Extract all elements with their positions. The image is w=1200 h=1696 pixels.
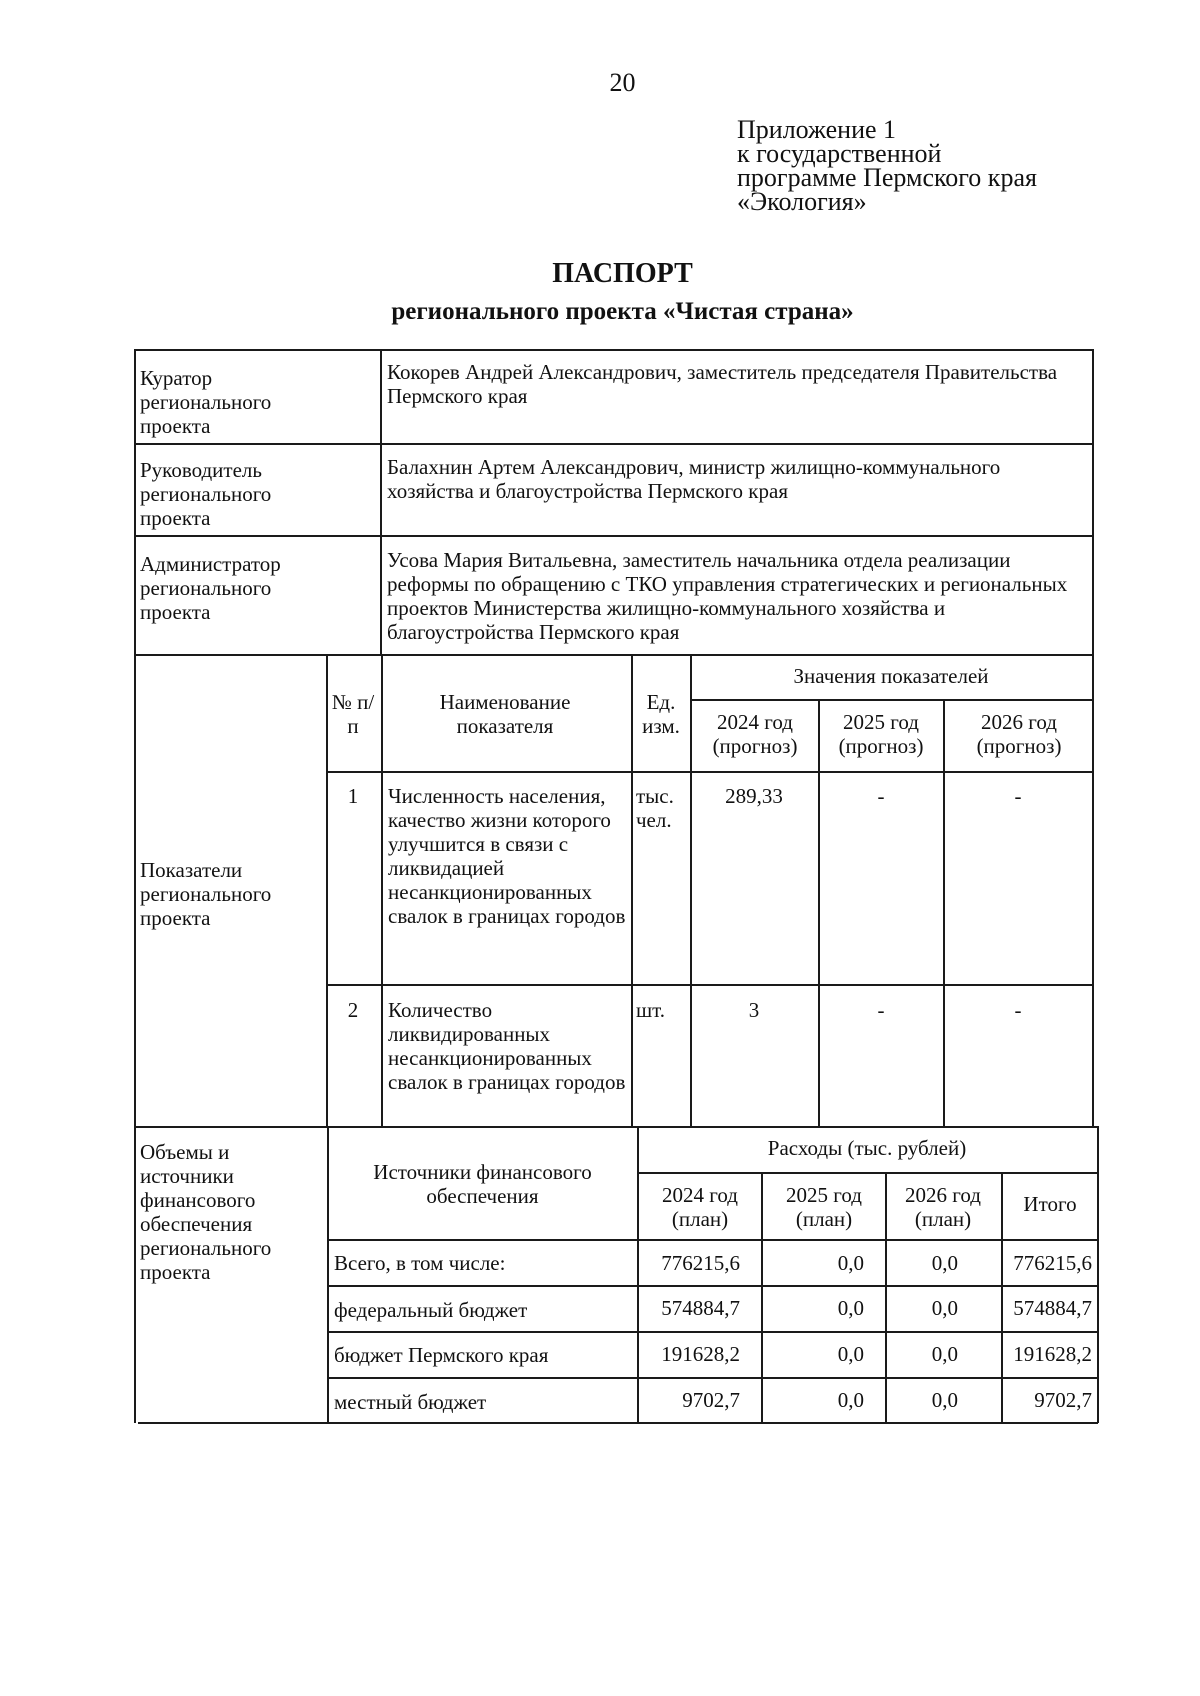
appendix-line-3: программе Пермского края — [737, 163, 1037, 192]
grid-line — [1097, 1126, 1099, 1423]
finance-label: Объемы и источники финансового обеспечения регионального проекта — [140, 1140, 272, 1284]
head-value: Балахнин Артем Александрович, министр жилищно-коммунального хозяйства и благоустройства Пермского края — [387, 455, 1001, 503]
administrator-value: Усова Мария Витальевна, заместитель начальника отдела реализации реформы по обращению с ТКО управления стратегических и региональных проектов Министерства жилищно-коммунального хозяйства и благоустройства Пермского края — [387, 548, 1068, 644]
curator-value: Кокорев Андрей Александрович, заместитель председателя Правительства Пермского края — [387, 360, 1058, 408]
grid-line — [327, 1331, 1097, 1333]
finance-value-2026: 0,0 — [931, 1388, 958, 1412]
appendix-line-1: Приложение 1 — [737, 115, 897, 144]
grid-line — [1092, 349, 1094, 1127]
indicator-value-2025: - — [877, 998, 885, 1022]
curator-label: Куратор регионального проекта — [140, 366, 272, 438]
indicator-unit: тыс. чел. — [636, 784, 674, 832]
indicator-value-2024: 289,33 — [725, 784, 783, 808]
finance-value-2024: 574884,7 — [661, 1296, 740, 1320]
indicators-header-unit: Ед. изм. — [642, 690, 680, 738]
finance-value-2026: 0,0 — [931, 1296, 958, 1320]
indicator-unit: шт. — [636, 998, 666, 1022]
finance-value-total: 191628,2 — [1013, 1342, 1092, 1366]
grid-line — [637, 1172, 1097, 1174]
indicators-header-year-2024: 2024 год (прогноз) — [712, 710, 798, 758]
finance-value-2024: 191628,2 — [661, 1342, 740, 1366]
administrator-label: Администратор регионального проекта — [140, 552, 281, 624]
head-label: Руководитель регионального проекта — [140, 458, 272, 530]
finance-header-total: Итого — [1023, 1192, 1077, 1216]
document-subtitle: регионального проекта «Чистая страна» — [391, 298, 854, 325]
finance-source: Всего, в том числе: — [334, 1251, 506, 1275]
finance-value-total: 9702,7 — [1034, 1388, 1092, 1412]
finance-value-2024: 776215,6 — [661, 1251, 740, 1275]
finance-source: федеральный бюджет — [334, 1298, 528, 1322]
finance-value-2025: 0,0 — [837, 1342, 864, 1366]
finance-value-2024: 9702,7 — [682, 1388, 740, 1412]
indicators-header-num: № п/п — [331, 690, 375, 738]
indicator-num: 1 — [347, 784, 359, 808]
indicator-value-2025: - — [877, 784, 885, 808]
page-number: 20 — [609, 68, 636, 97]
grid-line — [134, 1126, 1098, 1128]
finance-header-expenses-group: Расходы (тыс. рублей) — [767, 1136, 967, 1160]
indicators-header-name: Наименование показателя — [439, 690, 571, 738]
grid-line — [326, 984, 1092, 986]
finance-value-2025: 0,0 — [837, 1296, 864, 1320]
grid-line — [326, 654, 328, 1127]
grid-line — [818, 699, 820, 1127]
finance-value-2025: 0,0 — [837, 1251, 864, 1275]
grid-line — [326, 771, 1092, 773]
finance-header-sources: Источники финансового обеспечения — [373, 1160, 592, 1208]
grid-line — [134, 654, 1092, 656]
indicator-num: 2 — [347, 998, 359, 1022]
grid-line — [134, 443, 1092, 445]
grid-line — [943, 699, 945, 1127]
grid-line — [690, 654, 692, 1127]
appendix-line-2: к государственной — [737, 139, 942, 168]
indicator-value-2024: 3 — [748, 998, 760, 1022]
grid-line — [134, 349, 136, 1423]
indicators-label: Показатели регионального проекта — [140, 858, 272, 930]
indicator-value-2026: - — [1014, 784, 1022, 808]
indicators-header-values-group: Значения показателей — [793, 664, 989, 688]
grid-line — [134, 535, 1092, 537]
finance-header-year-2025: 2025 год (план) — [786, 1183, 862, 1231]
grid-line — [134, 349, 1092, 351]
indicator-value-2026: - — [1014, 998, 1022, 1022]
grid-line — [380, 349, 382, 655]
grid-line — [761, 1172, 763, 1423]
finance-header-year-2024: 2024 год (план) — [662, 1183, 738, 1231]
grid-line — [327, 1239, 1097, 1241]
grid-line — [327, 1377, 1097, 1379]
indicator-name: Количество ликвидированных несанкционированных свалок в границах городов — [388, 998, 626, 1094]
finance-header-year-2026: 2026 год (план) — [905, 1183, 981, 1231]
indicators-header-year-2026: 2026 год (прогноз) — [976, 710, 1062, 758]
finance-value-2025: 0,0 — [837, 1388, 864, 1412]
grid-line — [690, 699, 1092, 701]
grid-line — [138, 1422, 1098, 1424]
document-title: ПАСПОРТ — [552, 258, 693, 289]
grid-line — [327, 1285, 1097, 1287]
finance-source: местный бюджет — [334, 1390, 487, 1414]
finance-source: бюджет Пермского края — [334, 1343, 549, 1367]
grid-line — [885, 1172, 887, 1423]
grid-line — [381, 654, 383, 1127]
indicators-header-year-2025: 2025 год (прогноз) — [838, 710, 924, 758]
indicator-name: Численность населения, качество жизни которого улучшится в связи с ликвидацией несанкционированных свалок в границах городов — [388, 784, 626, 928]
appendix-note — [737, 115, 1037, 216]
finance-value-total: 574884,7 — [1013, 1296, 1092, 1320]
finance-value-2026: 0,0 — [931, 1342, 958, 1366]
finance-value-total: 776215,6 — [1013, 1251, 1092, 1275]
finance-value-2026: 0,0 — [931, 1251, 958, 1275]
appendix-line-4: «Экология» — [737, 187, 867, 216]
